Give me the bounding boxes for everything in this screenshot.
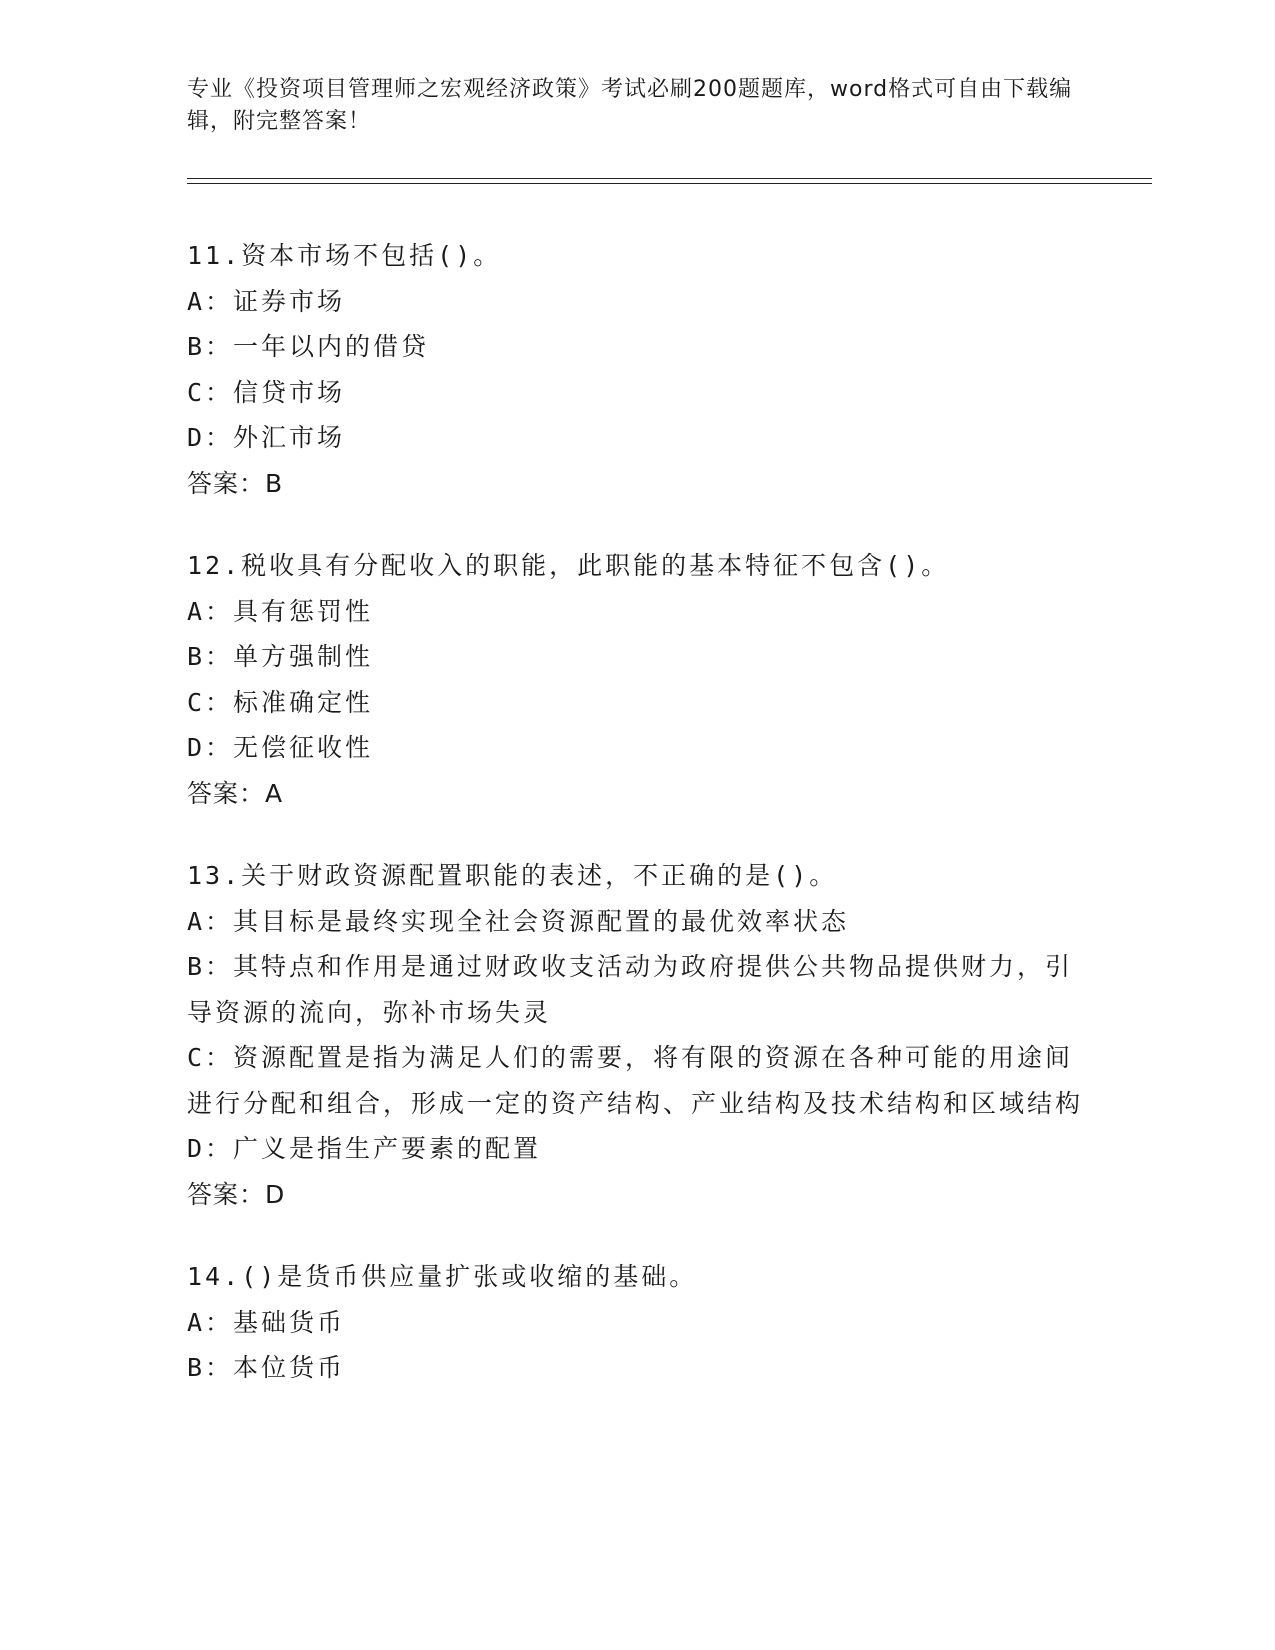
question-13 bbox=[187, 853, 1087, 1217]
answer-line: 答案：D bbox=[187, 1179, 286, 1209]
double-rule-divider bbox=[187, 178, 1152, 184]
answer-line: 答案：B bbox=[187, 468, 284, 498]
option-a: A：证券市场 bbox=[187, 286, 346, 316]
option-c: C：资源配置是指为满足人们的需要，将有限的资源在各种可能的用途间进行分配和组合，形成一定的资产结构、产业结构及技术结构和区域结构 bbox=[187, 1043, 1084, 1118]
document-page bbox=[187, 0, 1152, 1650]
question-list bbox=[187, 233, 1087, 1428]
option-c: C：信贷市场 bbox=[187, 377, 346, 407]
option-a: A：基础货币 bbox=[187, 1307, 346, 1337]
question-stem: 11.资本市场不包括()。 bbox=[187, 241, 502, 270]
option-d: D：广义是指生产要素的配置 bbox=[187, 1134, 542, 1163]
option-c: C：标准确定性 bbox=[187, 687, 374, 717]
option-b: B：单方强制性 bbox=[187, 642, 374, 671]
option-a: A：具有惩罚性 bbox=[187, 596, 374, 626]
option-b: B：其特点和作用是通过财政收支活动为政府提供公共物品提供财力，引导资源的流向，弥补市场失灵 bbox=[187, 952, 1074, 1027]
document-intro: 专业《投资项目管理师之宏观经济政策》考试必刷200题题库，word格式可自由下载编辑，附完整答案！ bbox=[187, 77, 1073, 134]
question-11 bbox=[187, 233, 1087, 506]
option-a: A：其目标是最终实现全社会资源配置的最优效率状态 bbox=[187, 906, 850, 936]
option-b: B：一年以内的借贷 bbox=[187, 332, 430, 361]
answer-line: 答案：A bbox=[187, 778, 284, 808]
question-14 bbox=[187, 1254, 1087, 1391]
question-stem: 13.关于财政资源配置职能的表述，不正确的是()。 bbox=[187, 861, 838, 890]
question-12 bbox=[187, 543, 1087, 816]
option-d: D：无偿征收性 bbox=[187, 733, 374, 762]
option-b: B：本位货币 bbox=[187, 1353, 346, 1382]
question-stem: 12.税收具有分配收入的职能，此职能的基本特征不包含()。 bbox=[187, 551, 950, 580]
question-stem: 14.()是货币供应量扩张或收缩的基础。 bbox=[187, 1262, 698, 1291]
option-d: D：外汇市场 bbox=[187, 423, 346, 452]
